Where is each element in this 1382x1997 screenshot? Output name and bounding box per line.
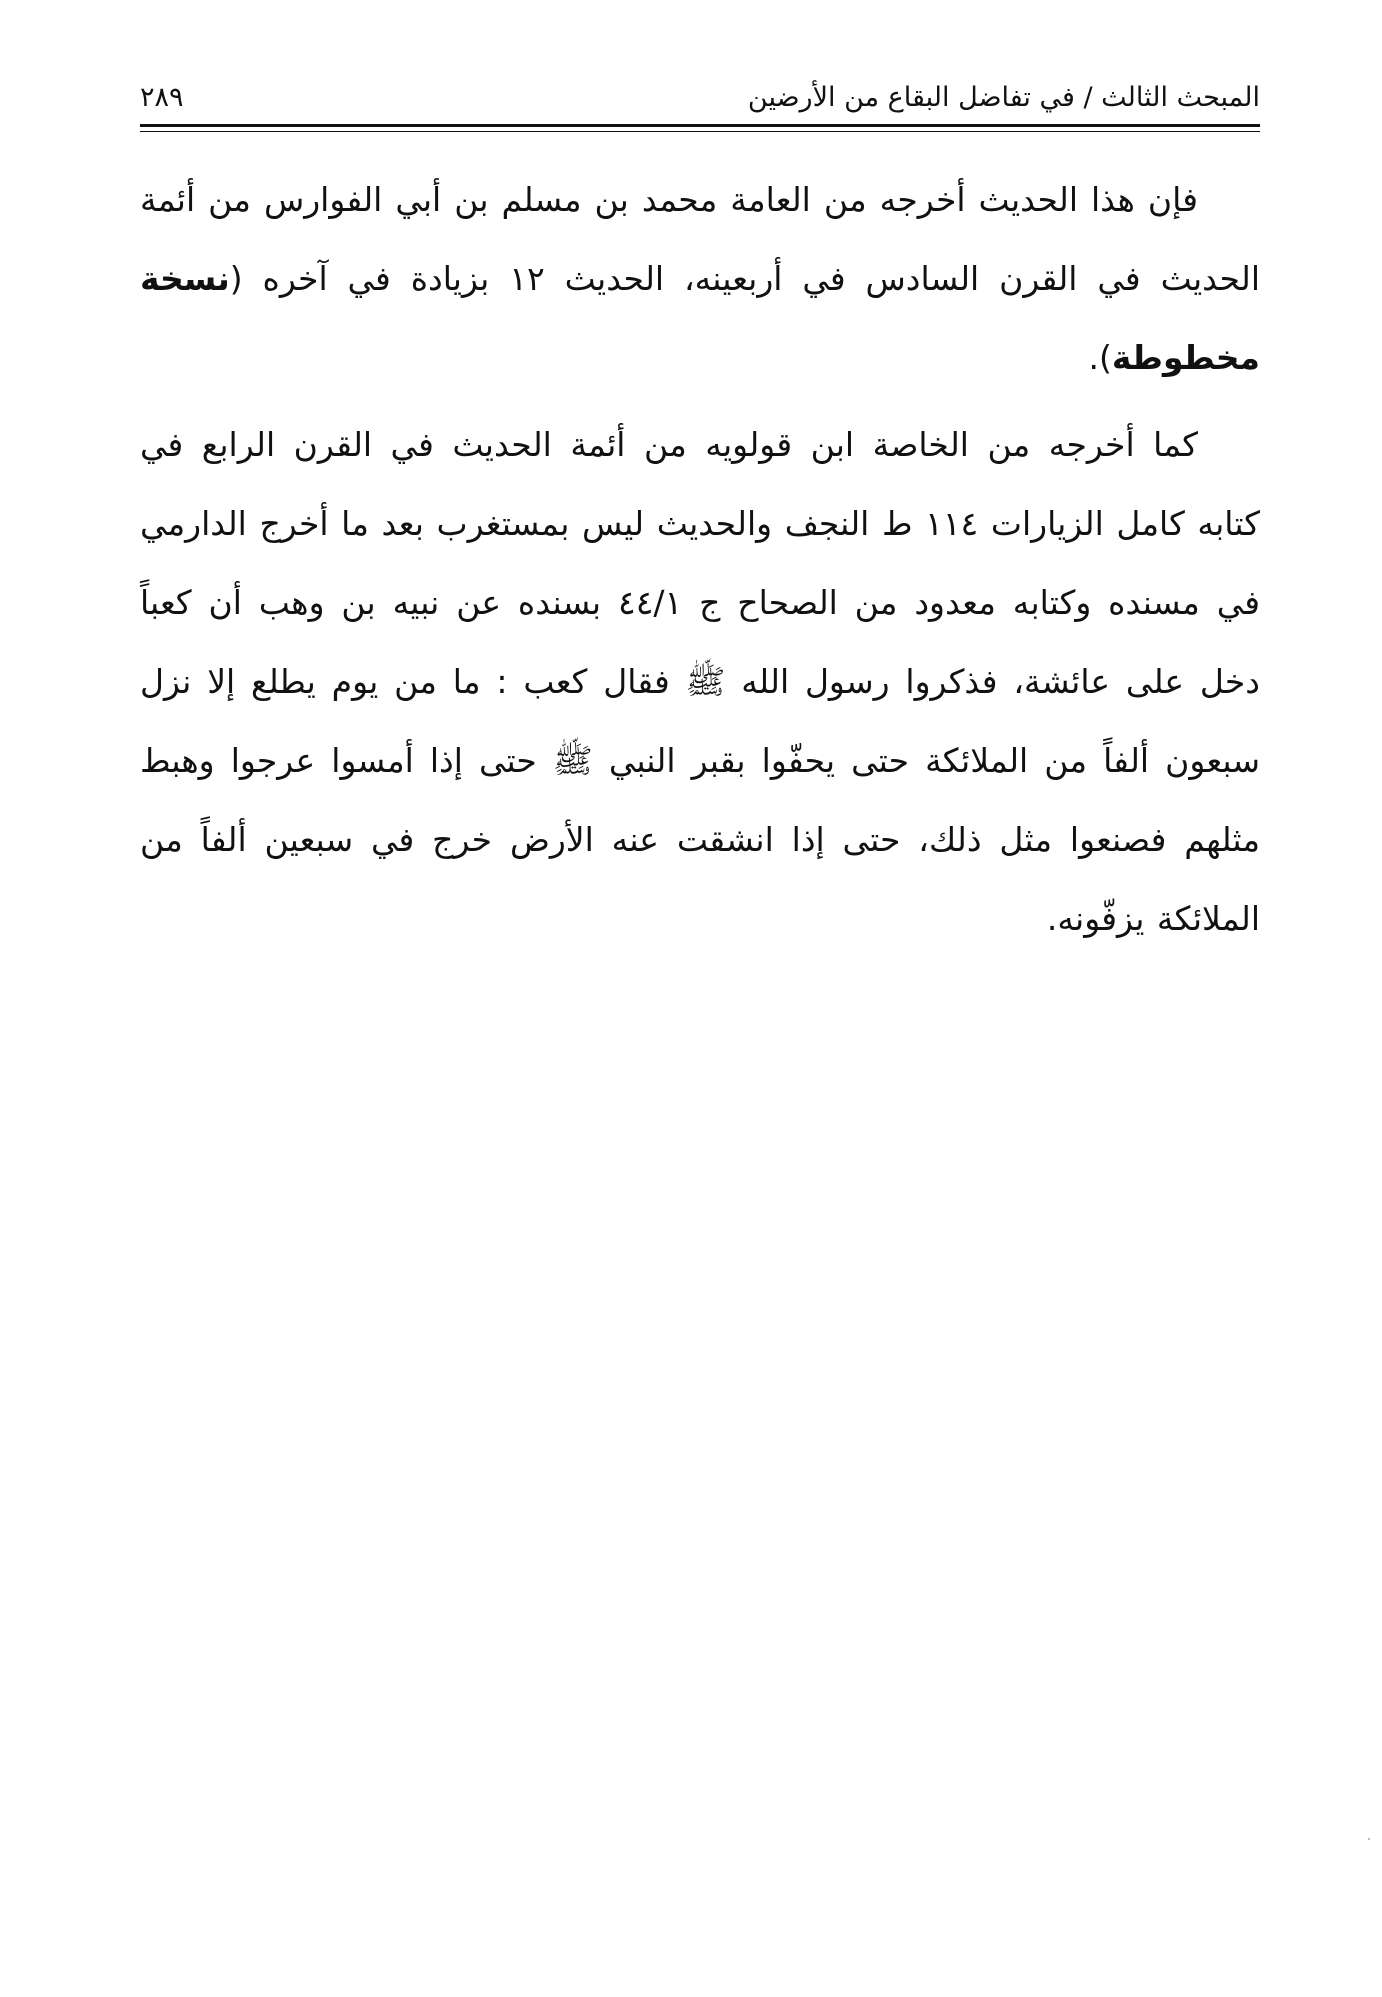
paragraph-1 <box>140 160 1260 397</box>
paragraph-2 <box>140 405 1260 958</box>
chapter-title: المبحث الثالث / في تفاضل البقاع من الأرضين <box>747 82 1260 113</box>
page-number: ٢٨٩ <box>140 82 184 113</box>
header-rule-thick <box>140 124 1260 127</box>
scan-mark <box>1368 1838 1370 1840</box>
main-text <box>140 160 1260 966</box>
paragraph-2-text: كما أخرجه من الخاصة ابن قولويه من أئمة الحديث في القرن الرابع في كتابه كامل الزيارات ١١٤ ط النجف والحديث ليس بمستغرب بعد ما أخرج الدارمي في مسنده وكتابه معدود من الصحاح ج ٤٤/١ بسنده عن نبيه بن وهب أن كعباً دخل على عائشة، فذكروا رسول الله ﷺ فقال كعب : ما من يوم يطلع إلا نزل سبعون ألفاً من الملائكة حتى يحفّوا بقبر النبي ﷺ حتى إذا أمسوا عرجوا وهبط مثلهم فصنعوا مثل ذلك، حتى إذا انشقت عنه الأرض خرج في سبعين ألفاً من الملائكة يزفّونه. <box>140 425 1261 938</box>
paragraph-1-text: فإن هذا الحديث أخرجه من العامة محمد بن مسلم بن أبي الفوارس من أئمة الحديث في القرن السادس في أربعينه، الحديث ١٢ بزيادة في آخره ( <box>140 180 1260 298</box>
manuscript-note: نسخة مخطوطة <box>140 259 1260 377</box>
header-rule-thin <box>140 131 1260 132</box>
paragraph-1-end: ). <box>1088 338 1112 377</box>
running-header <box>140 78 1260 122</box>
